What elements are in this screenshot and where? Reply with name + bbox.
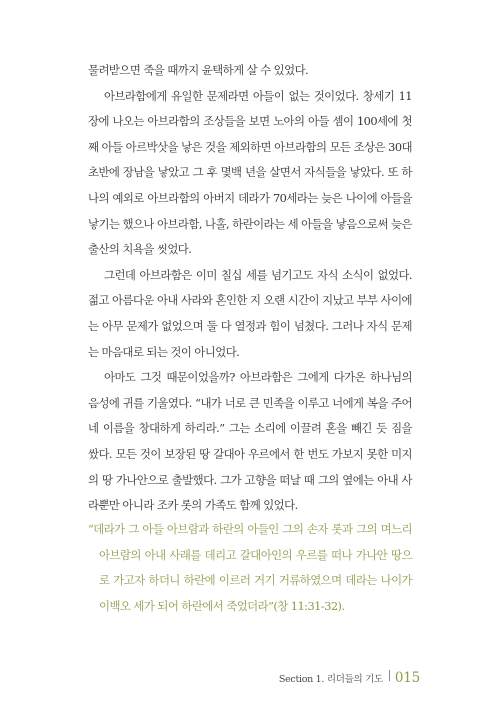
paragraph-continuation: 물려받으면 죽을 때까지 윤택하게 살 수 있었다. bbox=[88, 63, 309, 77]
running-footer-section: Section 1. 리더들의 기도 bbox=[278, 674, 383, 685]
scripture-quote-text: “데라가 그 아들 아브람과 하란의 아들인 그의 손자 롯과 그의 며느리 아브람의 아내 사래를 데리고 갈대아인의 우르를 떠나 가나안 땅으로 가고자 하더니 하란에 이르러 거기 거류하였으며 데라는 나이가 이백오 세가 되어 하란에서 죽었더라”(창 11:31-32). bbox=[88, 522, 412, 613]
paragraph-abraham-problem: 아브라함에게 유일한 문제라면 아들이 없는 것이었다. 창세기 11장에 나오는 아브라함의 조상들을 보면 노아의 아들 셈이 100세에 첫째 아들 아르박삿을 낳은 것을 제외하면 아브라함의 모든 조상은 30대 초반에 장남을 낳았고 그 후 몇백 년을 살면서 자식들을 낳았다. 또 하나의 예외로 아브라함의 아버지 데라가 70세라는 늦은 나이에 아들을 낳기는 했으나 아브라함, 나홀, 하란이라는 세 아들을 낳음으로써 늦은 출산의 치욕을 씻었다. bbox=[88, 88, 412, 257]
paragraph-gods-call: 아마도 그것 때문이었을까? 아브라함은 그에게 다가온 하나님의 음성에 귀를 기울였다. “내가 너로 큰 민족을 이루고 너에게 복을 주어 네 이름을 창대하게 하리라.” 그는 소리에 이끌려 혼을 빼긴 듯 짐을 쌌다. 모든 것이 보장된 땅 갈대아 우르에서 한 번도 가보지 못한 미지의 땅 가나안으로 출발했다. 그가 고향을 떠날 때 그의 옆에는 아내 사라뿐만 아니라 조카 롯의 가족도 함께 있었다. bbox=[88, 370, 412, 513]
page-footer bbox=[250, 670, 420, 692]
page-number: 015 bbox=[394, 670, 420, 686]
scripture-quote bbox=[88, 517, 412, 619]
paragraph-no-children: 그런데 아브라함은 이미 칠십 세를 넘기고도 자식 소식이 없었다. 젊고 아름다운 아내 사라와 혼인한 지 오랜 시간이 지났고 부부 사이에는 아무 문제가 없었으며 둘 다 열정과 힘이 넘쳤다. 그러나 자식 문제는 마음대로 되는 것이 아니었다. bbox=[88, 267, 412, 359]
body-text bbox=[88, 58, 412, 519]
footer-divider bbox=[389, 670, 390, 681]
